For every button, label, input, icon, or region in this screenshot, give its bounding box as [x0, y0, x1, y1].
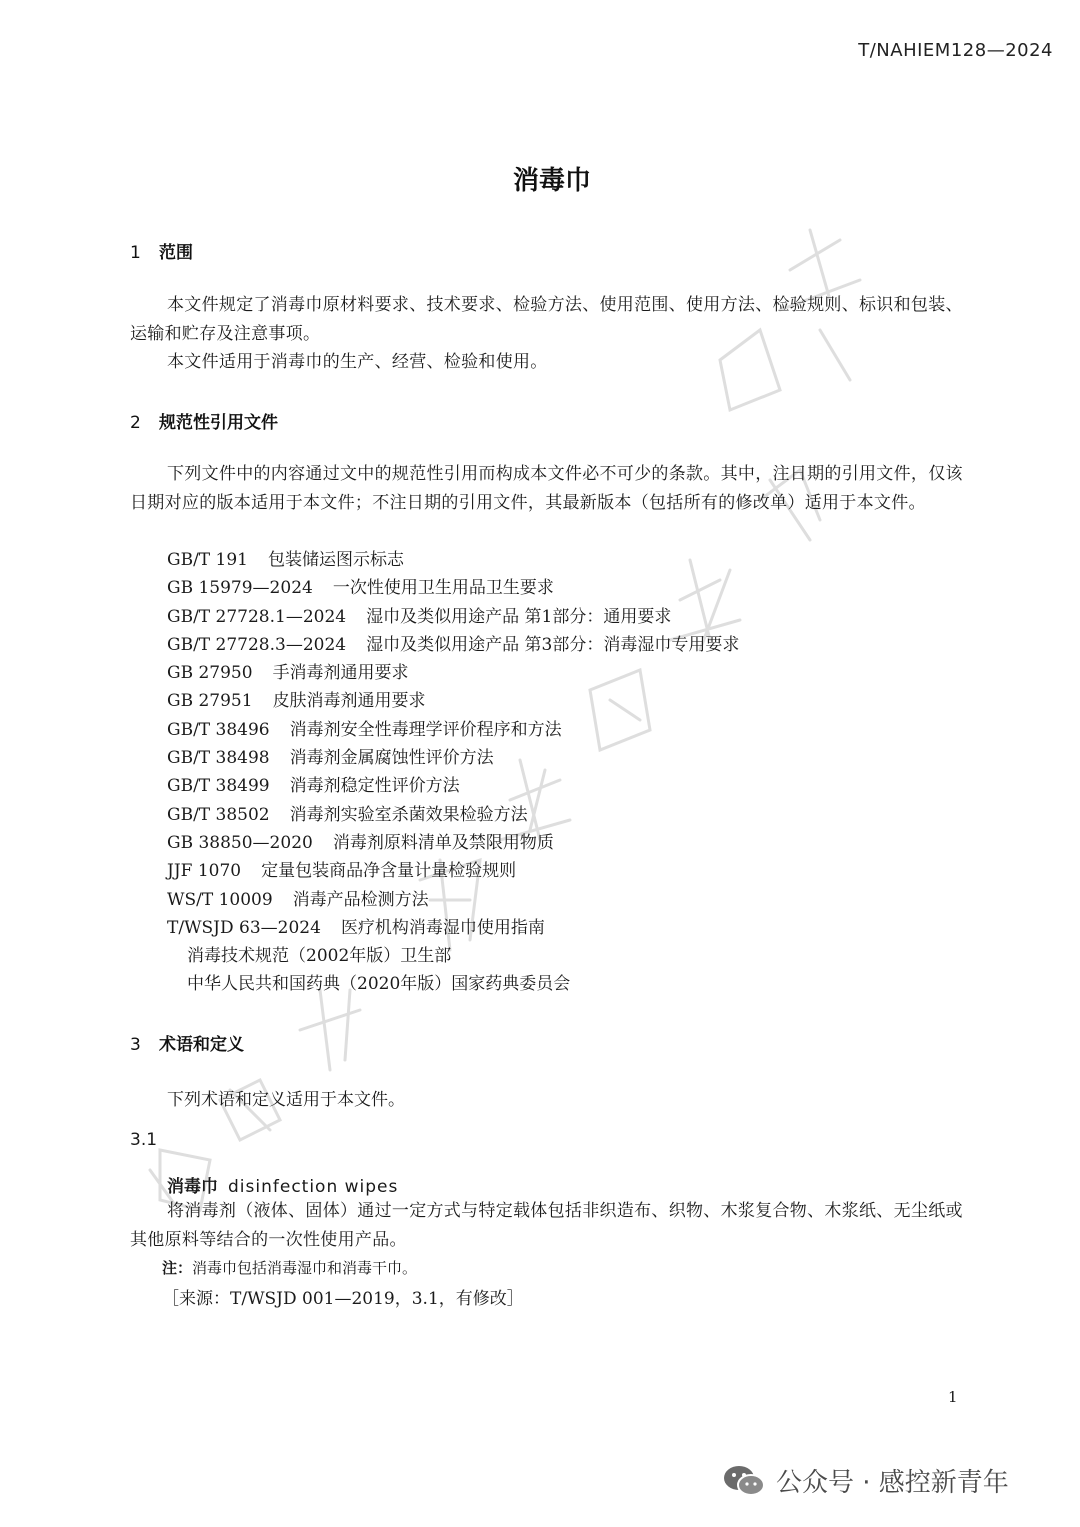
term-line: [167, 1172, 398, 1197]
reference-title: 一次性使用卫生用品卫生要求: [332, 578, 554, 599]
document-code: T/NAHIEM128—2024: [858, 40, 1053, 61]
reference-title: 湿巾及类似用途产品 第1部分：通用要求: [366, 606, 672, 627]
section-title: 术语和定义: [159, 1035, 244, 1055]
reference-item: [167, 546, 739, 574]
section-2-heading: [130, 408, 278, 433]
reference-item: [167, 659, 739, 687]
reference-code: GB/T 38502: [167, 804, 270, 825]
section-1-paragraph-2: 本文件适用于消毒巾的生产、经营、检验和使用。: [167, 352, 548, 372]
reference-title: 消毒剂实验室杀菌效果检验方法: [289, 804, 528, 825]
document-title: 消毒巾: [512, 166, 591, 196]
reference-title: 皮肤消毒剂通用要求: [272, 691, 426, 712]
footer-brand: [722, 1462, 1009, 1499]
reference-title: 湿巾及类似用途产品 第3部分：消毒湿巾专用要求: [366, 634, 740, 655]
reference-code: GB/T 38498: [167, 748, 270, 769]
reference-code: GB 15979—2024: [167, 578, 313, 599]
reference-code: GB 38850—2020: [167, 832, 313, 853]
reference-item: [167, 574, 739, 602]
term-english: disinfection wipes: [228, 1177, 399, 1197]
footer-brand-text: 公众号 · 感控新青年: [776, 1468, 1009, 1498]
reference-title: 中华人民共和国药典（2020年版）国家药典委员会: [187, 974, 571, 995]
reference-item: [167, 687, 739, 715]
reference-title: 消毒剂安全性毒理学评价程序和方法: [289, 719, 562, 740]
reference-code: WS/T 10009: [167, 889, 273, 910]
term-chinese: 消毒巾: [167, 1177, 218, 1197]
term-source: ［来源：T/WSJD 001—2019，3.1，有修改］: [162, 1289, 524, 1309]
reference-item: [167, 772, 739, 800]
section-3-heading: [130, 1030, 244, 1055]
note-label: 注：: [162, 1259, 193, 1277]
reference-list: [167, 546, 739, 999]
reference-item: [167, 744, 739, 772]
reference-item: [167, 886, 739, 914]
section-2-intro: 下列文件中的内容通过文中的规范性引用而构成本文件必不可少的条款。其中，注日期的引用文件，仅该日期对应的版本适用于本文件；不注日期的引用文件，其最新版本（包括所有的修改单）适用于本文件。: [130, 464, 963, 513]
reference-item: [167, 970, 739, 998]
section-number: 2: [130, 413, 141, 433]
subsection-number: 3.1: [130, 1130, 158, 1150]
section-title: 规范性引用文件: [159, 413, 278, 433]
reference-item: [167, 829, 739, 857]
reference-code: T/WSJD 63—2024: [167, 917, 321, 938]
reference-item: [167, 603, 739, 631]
reference-code: GB 27950: [167, 663, 253, 684]
reference-code: GB/T 27728.3—2024: [167, 634, 347, 655]
reference-item: [167, 857, 739, 885]
section-3-intro: 下列术语和定义适用于本文件。: [167, 1090, 405, 1110]
reference-item: [167, 914, 739, 942]
reference-code: GB/T 191: [167, 550, 248, 570]
term-definition: 将消毒剂（液体、固体）通过一定方式与特定载体包括非织造布、织物、木浆复合物、木浆纸、无尘纸或其他原料等结合的一次性使用产品。: [130, 1201, 963, 1250]
reference-title: 定量包装商品净含量计量检验规则: [261, 861, 517, 882]
reference-title: 医疗机构消毒湿巾使用指南: [340, 917, 545, 938]
section-number: 1: [130, 243, 141, 263]
reference-item: [167, 631, 739, 659]
reference-code: GB/T 38496: [167, 719, 270, 740]
reference-title: 消毒技术规范（2002年版）卫生部: [187, 946, 452, 967]
reference-title: 消毒剂金属腐蚀性评价方法: [289, 748, 494, 769]
section-1-heading: [130, 238, 193, 263]
reference-title: 消毒产品检测方法: [292, 889, 429, 910]
section-title: 范围: [159, 243, 193, 263]
reference-item: [167, 716, 739, 744]
reference-title: 消毒剂原料清单及禁限用物质: [332, 832, 554, 853]
reference-code: GB/T 38499: [167, 776, 270, 797]
reference-code: GB/T 27728.1—2024: [167, 606, 347, 627]
section-1-paragraph-1: 本文件规定了消毒巾原材料要求、技术要求、检验方法、使用范围、使用方法、检验规则、标识和包装、运输和贮存及注意事项。: [130, 295, 963, 344]
reference-item: [167, 801, 739, 829]
term-note: [162, 1257, 417, 1278]
wechat-icon: [722, 1463, 766, 1499]
reference-item: [167, 942, 739, 970]
reference-title: 包装储运图示标志: [268, 550, 404, 570]
reference-title: 消毒剂稳定性评价方法: [289, 776, 460, 797]
reference-title: 手消毒剂通用要求: [272, 663, 409, 684]
reference-code: GB 27951: [167, 691, 253, 712]
section-number: 3: [130, 1035, 141, 1055]
note-text: 消毒巾包括消毒湿巾和消毒干巾。: [192, 1259, 418, 1277]
page-number: 1: [948, 1388, 958, 1406]
reference-code: JJF 1070: [167, 861, 242, 882]
